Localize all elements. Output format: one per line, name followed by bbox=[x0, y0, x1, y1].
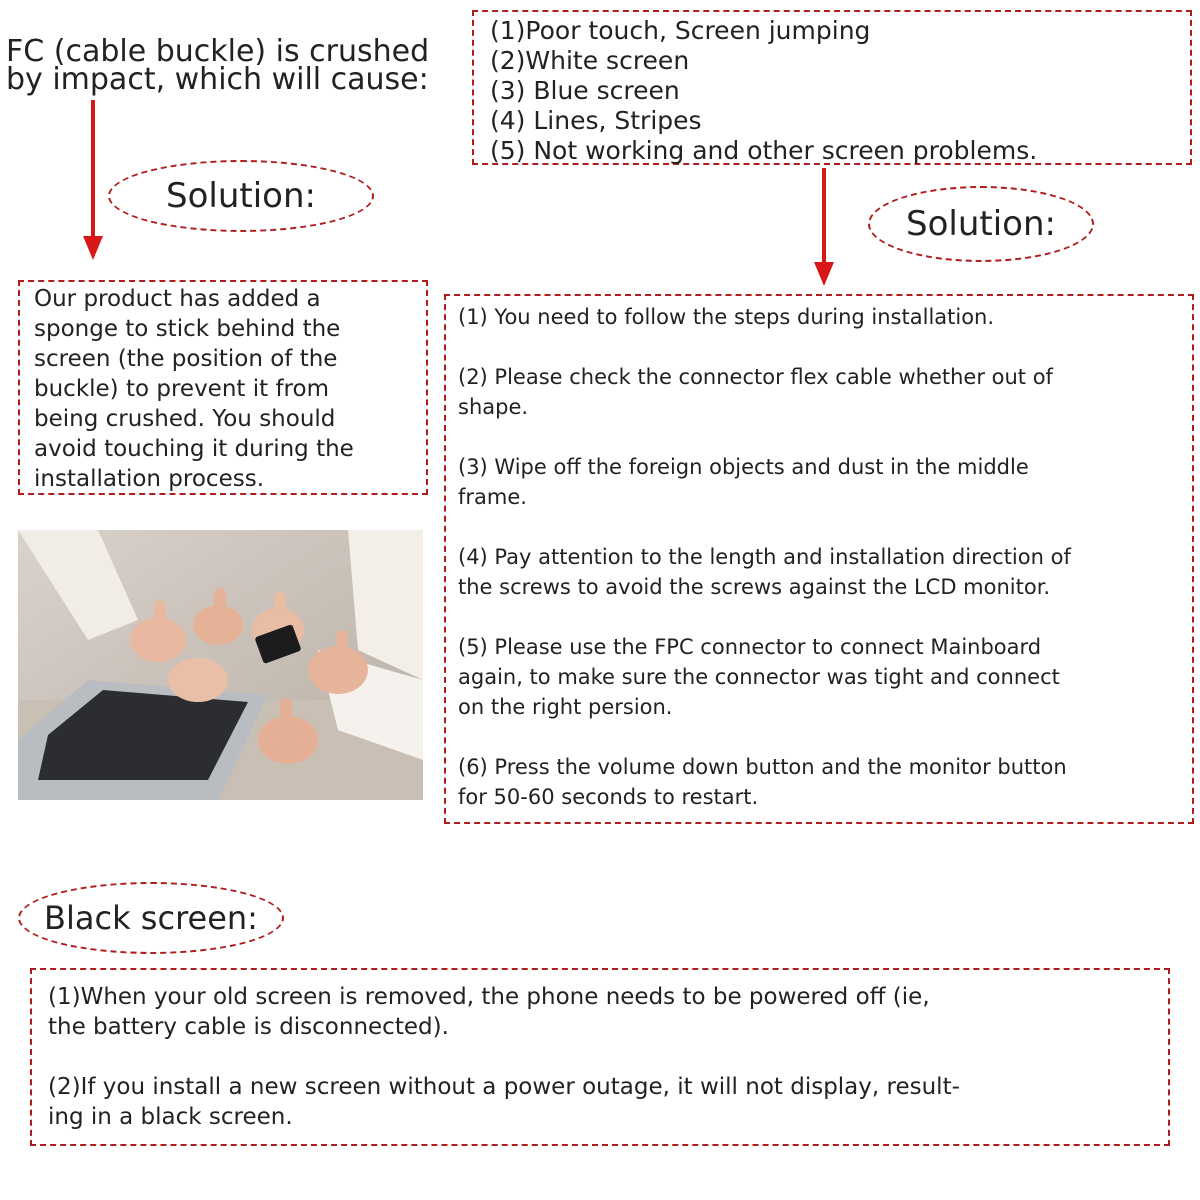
problem-item: (3) Blue screen bbox=[490, 76, 680, 105]
problem-item: (2)White screen bbox=[490, 46, 690, 75]
solution-step-line: the screws to avoid the screws against the LCD monitor. bbox=[458, 575, 1051, 599]
problem-item: (4) Lines, Stripes bbox=[490, 106, 702, 135]
solution-step-line: (1) You need to follow the steps during installation. bbox=[458, 305, 995, 329]
left-solution-line: screen (the position of the bbox=[34, 346, 338, 372]
left-solution-line: installation process. bbox=[34, 466, 264, 492]
black-screen-box bbox=[30, 968, 1170, 1146]
intro-text bbox=[6, 34, 430, 97]
solution-step-line: (6) Press the volume down button and the monitor button bbox=[458, 755, 1067, 779]
black-screen-line: (1)When your old screen is removed, the phone needs to be powered off (ie, bbox=[48, 984, 930, 1010]
left-solution-line: Our product has added a bbox=[34, 286, 321, 312]
solution-step-4 bbox=[458, 542, 1192, 602]
solution-step-line: (2) Please check the connector flex cable whether out of bbox=[458, 365, 1053, 389]
solution-step-line: for 50-60 seconds to restart. bbox=[458, 785, 759, 809]
left-solution-line: being crushed. You should bbox=[34, 406, 336, 432]
solution-step-line: shape. bbox=[458, 395, 529, 419]
solution-step-6 bbox=[458, 752, 1192, 812]
left-solution-line: avoid touching it during the bbox=[34, 436, 354, 462]
solution-step-3 bbox=[458, 452, 1192, 512]
team-thumbs-up-photo bbox=[18, 530, 423, 800]
solution-step-line: (4) Pay attention to the length and installation direction of bbox=[458, 545, 1071, 569]
left-solution-box bbox=[18, 280, 428, 495]
solution-step-1 bbox=[458, 302, 1192, 332]
black-screen-line: the battery cable is disconnected). bbox=[48, 1014, 449, 1040]
solution-step-2 bbox=[458, 362, 1192, 422]
solution-step-line: (3) Wipe off the foreign objects and dust in the middle bbox=[458, 455, 1029, 479]
right-solution-box bbox=[444, 294, 1194, 824]
solution-step-line: again, to make sure the connector was tight and connect bbox=[458, 665, 1060, 689]
left-solution-line: sponge to stick behind the bbox=[34, 316, 341, 342]
black-screen-label: Black screen: bbox=[18, 882, 284, 954]
black-screen-item-2 bbox=[48, 1072, 1168, 1132]
left-solution-line: buckle) to prevent it from bbox=[34, 376, 329, 402]
problem-item: (5) Not working and other screen problems. bbox=[490, 136, 1038, 165]
problem-item: (1)Poor touch, Screen jumping bbox=[490, 16, 871, 45]
solution-step-line: (5) Please use the FPC connector to connect Mainboard bbox=[458, 635, 1042, 659]
problems-box bbox=[472, 10, 1192, 165]
black-screen-line: (2)If you install a new screen without a power outage, it will not display, result- bbox=[48, 1074, 960, 1100]
black-screen-line: ing in a black screen. bbox=[48, 1104, 293, 1130]
solution-step-line: frame. bbox=[458, 485, 527, 509]
black-screen-item-1 bbox=[48, 982, 1168, 1042]
solution-label-left: Solution: bbox=[108, 160, 374, 232]
solution-step-line: on the right persion. bbox=[458, 695, 673, 719]
intro-line-2: by impact, which will cause: bbox=[6, 62, 429, 97]
solution-step-5 bbox=[458, 632, 1192, 722]
intro-line-1: FC (cable buckle) is crushed bbox=[6, 34, 430, 69]
solution-label-right: Solution: bbox=[868, 186, 1094, 262]
